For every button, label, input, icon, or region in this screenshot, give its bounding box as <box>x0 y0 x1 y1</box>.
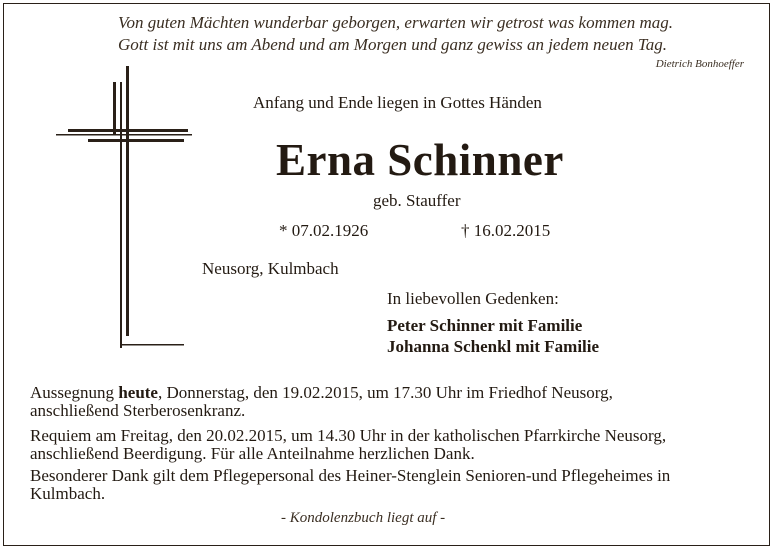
place: Neusorg, Kulmbach <box>202 259 339 278</box>
cross-icon <box>54 66 194 356</box>
maiden-name: geb. Stauffer <box>373 191 461 210</box>
remembrance-label: In liebevollen Gedenken: <box>387 289 559 308</box>
birth-date: * 07.02.1926 <box>279 221 369 240</box>
details-line-1-suffix: , Donnerstag, den 19.02.2015, um 17.30 Uhr im Friedhof Neusorg, <box>157 383 613 402</box>
details-line-1-bold: heute <box>118 383 158 402</box>
details-line-4: anschließend Beerdigung. Für alle Anteilnahme herzlichen Dank. <box>30 444 475 463</box>
details-line-5: Besonderer Dank gilt dem Pflegepersonal des Heiner-Stenglein Senioren-und Pflegeheimes in <box>30 466 671 485</box>
mourner-2: Johanna Schenkl mit Familie <box>387 337 600 356</box>
quote-line-1: Von guten Mächten wunderbar geborgen, erwarten wir getrost was kommen mag. <box>118 13 673 32</box>
death-date: † 16.02.2015 <box>461 221 551 240</box>
mourner-1: Peter Schinner mit Familie <box>387 316 583 335</box>
details-line-3: Requiem am Freitag, den 20.02.2015, um 14.30 Uhr in der katholischen Pfarrkirche Neusorg, <box>30 426 667 445</box>
motto: Anfang und Ende liegen in Gottes Händen <box>253 93 542 112</box>
details-line-1 <box>30 384 613 402</box>
kondolenz-note: - Kondolenzbuch liegt auf - <box>281 510 446 526</box>
details-line-1-prefix: Aussegnung <box>30 383 119 402</box>
details-line-2: anschließend Sterberosenkranz. <box>30 401 246 420</box>
details-line-6: Kulmbach. <box>30 484 106 503</box>
quote-line-2: Gott ist mit uns am Abend und am Morgen und ganz gewiss an jedem neuen Tag. <box>118 35 668 54</box>
deceased-name: Erna Schinner <box>276 135 564 185</box>
quote-author: Dietrich Bonhoeffer <box>655 58 744 70</box>
